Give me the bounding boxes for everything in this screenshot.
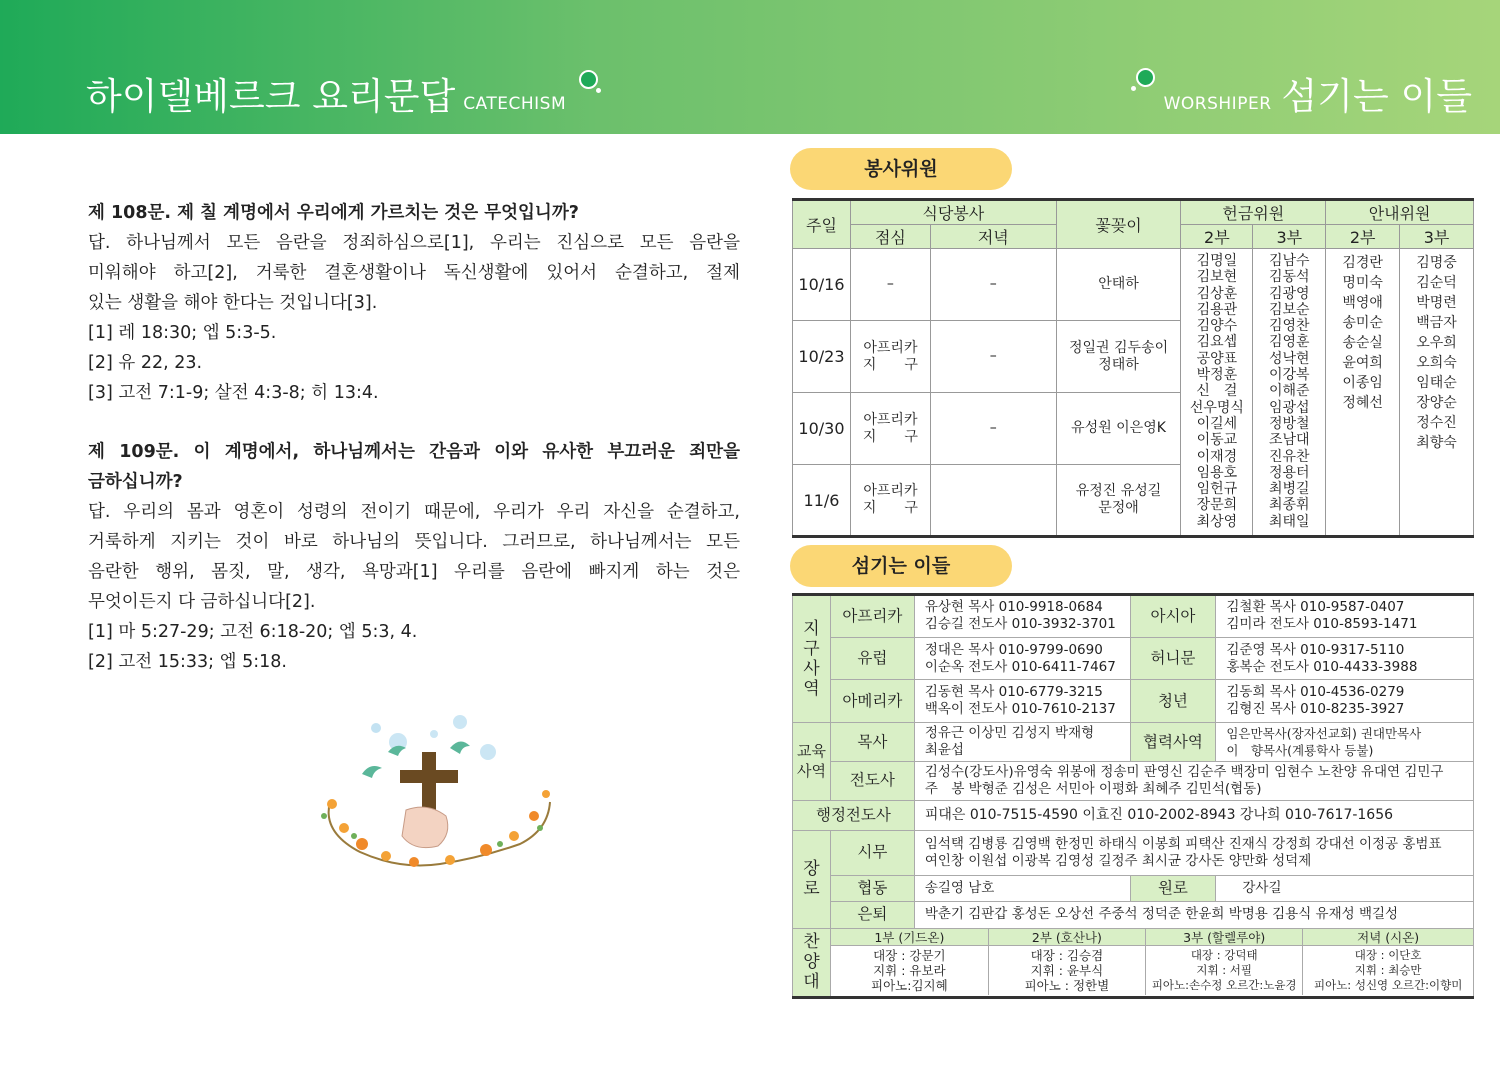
name: 이길세 (1196, 415, 1238, 432)
header-dinner: 저녁 (930, 225, 1056, 249)
small-dot-icon (596, 88, 601, 93)
header-offering-2bu: 2부 (1181, 225, 1253, 249)
worshiper-subtitle: WORSHIPER (1163, 94, 1272, 114)
names-line: 임은만목사(장자선교회) 권대만목사 (1226, 726, 1422, 742)
choir-title: 2부 (호산나) (988, 929, 1145, 945)
active-elder-names (914, 831, 1473, 876)
choir-label (793, 928, 831, 997)
emeritus-elder-names: 강사길 (1216, 875, 1474, 901)
names-line: 주 봉 박형준 김성은 서민아 이평화 최혜주 김민석(협동) (924, 780, 1262, 797)
name: 박정훈 (1196, 367, 1238, 384)
reference-line: [1] 마 5:27-29; 고전 6:18-20; 엡 5:3, 4. (88, 622, 418, 642)
name: 장양순 (1416, 395, 1457, 411)
choir-line: 대장 : 이단호 (1354, 948, 1422, 963)
name: 신 걸 (1196, 383, 1238, 400)
name: 최향숙 (1416, 435, 1457, 451)
header-cafeteria: 식당봉사 (850, 200, 1056, 225)
name: 김영찬 (1268, 318, 1310, 335)
cooperation-names (1216, 723, 1474, 762)
name: 윤여희 (1342, 355, 1383, 371)
elder-label (793, 831, 831, 929)
lunch-line: 지 구 (862, 428, 918, 445)
name: 이강복 (1268, 367, 1310, 384)
answer-line: 음란한 행위, 몸짓, 말, 생각, 욕망과[1] 우리를 음란에 빠지게 하는 것은 (88, 562, 740, 582)
dinner-cell: – (930, 321, 1056, 393)
name: 최상영 (1196, 513, 1238, 530)
name: 김양수 (1196, 318, 1238, 335)
flower-line: 정일권 김두송이 (1068, 339, 1169, 356)
worshiper-title (1164, 66, 1472, 120)
answer-line: 미워해야 하고[2], 거룩한 결혼생활이나 독신생활에 있어서 순결하고, 절제 (88, 263, 740, 283)
lunch-cell (850, 393, 930, 465)
asia-contacts (1216, 595, 1474, 638)
name: 정방철 (1268, 415, 1310, 432)
header-offering: 헌금위원 (1181, 200, 1326, 225)
reference-line: [2] 고전 15:33; 엡 5:18. (88, 652, 287, 672)
name: 김영훈 (1268, 334, 1310, 351)
choir-info (831, 945, 988, 995)
date-cell: 11/6 (793, 465, 851, 537)
name: 김남수 (1268, 253, 1310, 269)
region-ministry-label (793, 595, 831, 723)
associate-elder-names: 송길영 남호 (914, 875, 1130, 901)
flower-line: 유정진 유성길 (1075, 483, 1162, 499)
lunch-cell (850, 249, 930, 321)
answer-line: 무엇이든지 다 금하십니다[2]. (88, 592, 316, 612)
flower-line: 안태하 (1098, 276, 1139, 292)
offering-3bu-list (1253, 249, 1326, 537)
date-cell: 10/23 (793, 321, 851, 393)
header-guide-2bu: 2부 (1326, 225, 1400, 249)
name: 김명일 (1196, 253, 1238, 269)
youth-label: 청년 (1130, 680, 1216, 723)
lunch-line: 아프리카 (863, 411, 918, 428)
flower-line: 정태하 (1098, 356, 1139, 373)
name: 최종휘 (1268, 497, 1310, 514)
youth-contacts (1216, 680, 1474, 723)
name: 임헌규 (1196, 481, 1238, 498)
africa-contacts (914, 595, 1130, 638)
lunch-line: – (886, 276, 894, 292)
guide-2bu-list (1326, 249, 1400, 537)
contact-line: 이순옥 전도사 010-6411-7467 (924, 658, 1116, 675)
flower-line: 유성원 이은영K (1071, 420, 1166, 436)
education-label-line: 사역 (796, 762, 826, 781)
name: 김순덕 (1416, 275, 1457, 291)
name: 송순실 (1342, 335, 1383, 351)
header-offering-3bu: 3부 (1253, 225, 1326, 249)
choir-line: 대장 : 김승겸 (1030, 948, 1104, 964)
name: 최병길 (1268, 481, 1310, 498)
flower-line: 문정애 (1098, 500, 1139, 516)
choir-line: 피아노:손수정 오르간:노윤경 (1151, 978, 1297, 993)
name: 오우희 (1416, 335, 1457, 351)
name: 백영애 (1342, 295, 1383, 311)
name: 송미순 (1342, 315, 1383, 331)
header-flower: 꽃꽂이 (1056, 200, 1181, 249)
reference-line: [2] 유 22, 23. (88, 353, 203, 373)
contact-line: 김미라 전도사 010-8593-1471 (1226, 616, 1418, 633)
question-108-title: 제 108문. 제 칠 계명에서 우리에게 가르치는 것은 무엇입니까? (88, 203, 579, 223)
question-109 (88, 437, 740, 677)
choir-info (1146, 945, 1303, 995)
choir-line: 지휘 : 서필 (1196, 963, 1252, 978)
question-109-title-cont: 금하십니까? (88, 472, 183, 492)
choir-line: 지휘 : 최승만 (1354, 963, 1422, 978)
emeritus-elder-label: 원로 (1130, 875, 1216, 901)
cooperation-label: 협력사역 (1130, 723, 1216, 762)
choir-line: 지휘 : 유보라 (873, 963, 946, 979)
name: 이해준 (1268, 383, 1310, 400)
header-banner (0, 0, 1500, 134)
flower-cell (1056, 465, 1181, 537)
choir-title: 저녁 (시온) (1303, 929, 1473, 945)
education-label-line: 교육 (796, 742, 826, 761)
date-cell: 10/30 (793, 393, 851, 465)
names-line: 여인창 이원섭 이광복 김영성 길정주 최시균 강사돈 양만화 성덕제 (924, 852, 1312, 869)
date-cell: 10/16 (793, 249, 851, 321)
choir-line: 대장 : 강덕태 (1190, 948, 1258, 963)
name: 선우명식 (1189, 399, 1244, 416)
names-line: 최윤섭 (924, 742, 964, 759)
associate-elder-label: 협동 (830, 875, 914, 901)
contact-line: 김동현 목사 010-6779-3215 (924, 684, 1103, 701)
dinner-cell: – (930, 249, 1056, 321)
name: 이동교 (1196, 432, 1238, 449)
names-line: 정유근 이상민 김성지 박재형 (924, 725, 1095, 742)
reference-line: [3] 고전 7:1-9; 살전 4:3-8; 히 13:4. (88, 383, 379, 403)
guide-3bu-list (1400, 249, 1474, 537)
evangelist-names (914, 761, 1473, 800)
service-committee-table (792, 198, 1474, 538)
answer-line: 답. 하나님께서 모든 음란을 정죄하심으로[1], 우리는 진심으로 모든 음란을 (88, 233, 740, 253)
choir-table (831, 929, 1473, 995)
offering-2bu-list (1181, 249, 1253, 537)
name: 진유찬 (1268, 448, 1310, 465)
contact-line: 홍복순 전도사 010-4433-3988 (1226, 658, 1418, 675)
name: 임태순 (1416, 375, 1457, 391)
name: 김보순 (1268, 301, 1310, 318)
contact-line: 김철환 목사 010-9587-0407 (1226, 599, 1405, 616)
elder-text: 장로 (803, 859, 820, 900)
catechism-title (86, 66, 566, 120)
name: 조남대 (1268, 432, 1310, 449)
servers-table (792, 593, 1474, 999)
header-guide: 안내위원 (1326, 200, 1474, 225)
name: 오희숙 (1416, 355, 1457, 371)
flower-cell (1056, 393, 1181, 465)
names-line: 이 향목사(계룡학사 등불) (1226, 743, 1374, 759)
africa-label: 아프리카 (830, 595, 914, 638)
name: 임광섭 (1268, 399, 1310, 416)
names-line: 임석택 김병룡 김영백 한정민 하태식 이봉희 피택산 진재식 강정희 강대선 이정공 홍범표 (924, 835, 1442, 852)
name: 김상훈 (1196, 285, 1238, 302)
name: 장문희 (1196, 497, 1238, 514)
small-dot-icon (1131, 86, 1136, 91)
lunch-cell (850, 465, 930, 537)
name: 백금자 (1416, 315, 1457, 331)
name: 공양표 (1196, 350, 1238, 367)
contact-line: 김동희 목사 010-4536-0279 (1226, 684, 1405, 701)
admin-evangelist-contacts: 피대은 010-7515-4590 이효진 010-2002-8943 강나희 010-7617-1656 (914, 800, 1473, 831)
name: 이재경 (1196, 448, 1238, 465)
contact-line: 김준영 목사 010-9317-5110 (1226, 641, 1405, 658)
dinner-cell: – (930, 393, 1056, 465)
name: 김동석 (1268, 269, 1310, 286)
europe-contacts (914, 637, 1130, 680)
header-week: 주일 (793, 200, 851, 249)
flower-cell (1056, 321, 1181, 393)
name: 김광영 (1268, 285, 1310, 302)
region-ministry-text: 지구사역 (803, 619, 820, 700)
worshiper-title-text: 섬기는 이들 (1281, 75, 1472, 118)
contact-line: 김승길 전도사 010-3932-3701 (924, 616, 1116, 633)
lunch-line: 지 구 (862, 356, 918, 373)
name: 명미숙 (1342, 275, 1383, 291)
name: 정용터 (1268, 464, 1310, 481)
cross-hands-illustration (310, 712, 560, 872)
choir-info (988, 945, 1145, 995)
catechism-title-text: 하이델베르크 요리문답 (86, 75, 456, 118)
name: 정수진 (1416, 415, 1457, 431)
name: 김명중 (1416, 255, 1457, 271)
pastor-label: 목사 (830, 723, 914, 762)
answer-line: 거룩하게 지키는 것이 바로 하나님의 뜻입니다. 그러므로, 하나님께서는 모든 (88, 532, 740, 552)
choir-line: 지휘 : 윤부식 (1030, 963, 1104, 979)
america-label: 아메리카 (830, 680, 914, 723)
honeymoon-label: 허니문 (1130, 637, 1216, 680)
choir-section (830, 928, 1473, 997)
dinner-cell (930, 465, 1056, 537)
contact-line: 김형진 목사 010-8235-3927 (1226, 701, 1405, 718)
lunch-cell (850, 321, 930, 393)
green-dot-icon (579, 70, 598, 89)
header-lunch: 점심 (850, 225, 930, 249)
contact-line: 백옥이 전도사 010-7610-2137 (924, 701, 1116, 718)
answer-line: 있는 생활을 해야 한다는 것입니다[3]. (88, 293, 378, 313)
pastor-names (914, 723, 1130, 762)
catechism-subtitle: CATECHISM (463, 94, 567, 114)
lunch-line: 아프리카 (863, 339, 918, 356)
name: 김요셉 (1196, 334, 1238, 351)
name: 이종임 (1342, 375, 1383, 391)
name: 성낙현 (1268, 350, 1310, 367)
name: 김용관 (1196, 301, 1238, 318)
flower-cell (1056, 249, 1181, 321)
choir-title: 1부 (기드온) (831, 929, 988, 945)
america-contacts (914, 680, 1130, 723)
retired-elder-names: 박춘기 김판갑 홍성돈 오상선 주중석 정덕준 한윤희 박명용 김용식 유재성 백길성 (914, 902, 1473, 928)
choir-line: 대장 : 강문기 (873, 948, 946, 964)
choir-title: 3부 (할렐루야) (1146, 929, 1303, 945)
choir-line: 피아노: 성신영 오르간:이향미 (1313, 978, 1463, 993)
choir-line: 피아노 : 정한별 (1024, 978, 1110, 994)
name: 정혜선 (1342, 395, 1383, 411)
retired-elder-label: 은퇴 (830, 902, 914, 928)
choir-line: 피아노:김지혜 (871, 978, 948, 994)
evangelist-label: 전도사 (830, 761, 914, 800)
names-line: 김성수(강도사)유영숙 위봉애 정송미 판영신 김순주 백장미 임현수 노찬양 유대연 김민구 (924, 763, 1444, 780)
question-109-title: 제 109문. 이 계명에서, 하나님께서는 간음과 이와 유사한 부끄러운 죄만을 (88, 442, 740, 462)
contact-line: 정대은 목사 010-9799-0690 (924, 641, 1103, 658)
service-committee-label: 봉사위원 (790, 148, 1012, 190)
name: 최태일 (1268, 513, 1310, 530)
question-108 (88, 198, 740, 408)
answer-line: 답. 우리의 몸과 영혼이 성령의 전이기 때문에, 우리가 우리 자신을 순결하고, (88, 502, 740, 522)
servers-label: 섬기는 이들 (790, 545, 1012, 587)
europe-label: 유럽 (830, 637, 914, 680)
education-ministry-label (793, 723, 831, 800)
name: 김경란 (1342, 255, 1383, 271)
name: 임용호 (1196, 464, 1238, 481)
choir-info (1303, 945, 1473, 995)
honeymoon-contacts (1216, 637, 1474, 680)
reference-line: [1] 레 18:30; 엡 5:3-5. (88, 323, 277, 343)
admin-evangelist-label: 행정전도사 (793, 800, 915, 831)
lunch-line: 아프리카 (863, 483, 918, 499)
active-elder-label: 시무 (830, 831, 914, 876)
choir-text: 찬양대 (803, 932, 820, 993)
contact-line: 유상현 목사 010-9918-0684 (924, 599, 1103, 616)
name: 김보현 (1196, 269, 1238, 286)
header-guide-3bu: 3부 (1400, 225, 1474, 249)
green-dot-icon (1136, 68, 1155, 87)
name: 박명련 (1416, 295, 1457, 311)
asia-label: 아시아 (1130, 595, 1216, 638)
lunch-line: 지 구 (862, 500, 918, 516)
